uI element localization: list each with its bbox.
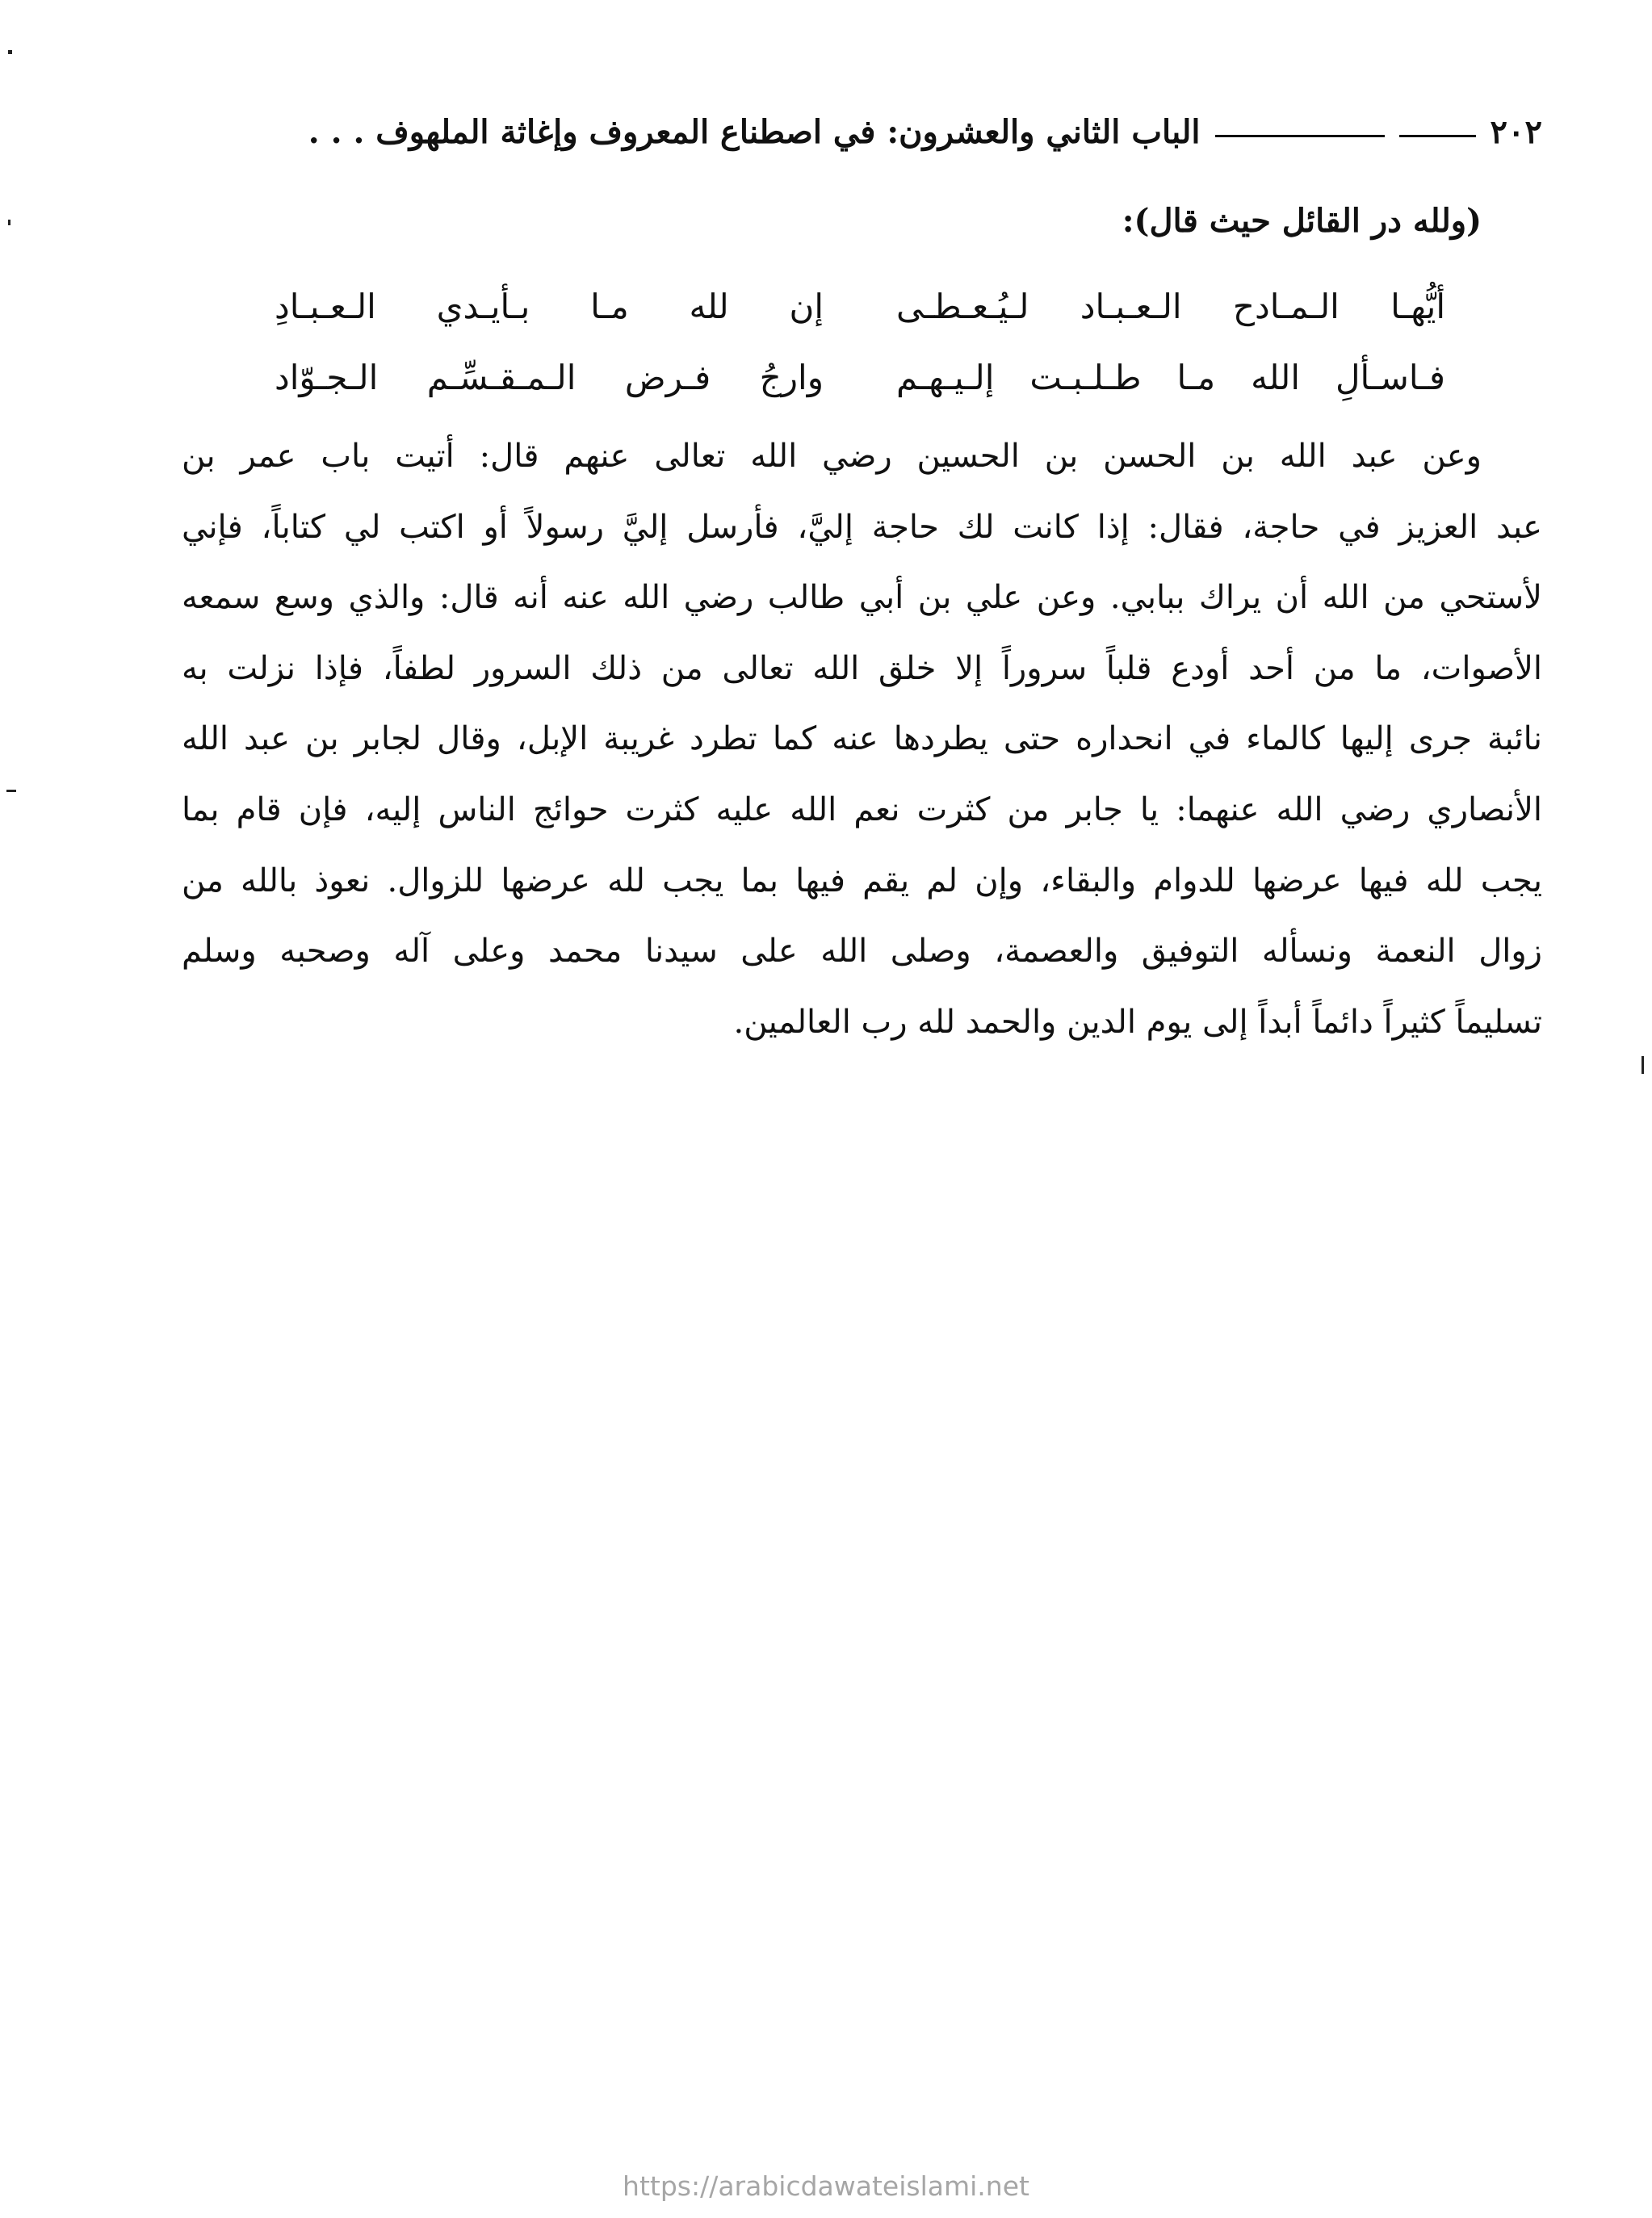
paragraph-line: الأصوات، ما من أحد أودع قلباً سروراً إلا خلق الله تعالى من ذلك السرور لطفاً، فإذا نزلت به	[182, 649, 1542, 687]
verse-first-hemistich: أيُّهـا الـمـادح الـعـبـاد لـيُـعـطـى	[896, 286, 1445, 326]
paragraph-line: تسليماً كثيراً دائماً أبداً إلى يوم الدين والحمد لله رب العالمين.	[733, 1003, 1542, 1041]
poem-intro: (ولله در القائل حيث قال):	[1122, 202, 1482, 240]
poem-verses	[275, 270, 1445, 413]
verse-second-hemistich: إن لله مـا بـأيـدي الـعـبـادِ	[275, 286, 824, 326]
paragraph-line: الأنصاري رضي الله عنهما: يا جابر من كثرت نعم الله عليه كثرت حوائج الناس إليه، فإن قام بما	[182, 790, 1542, 828]
scan-speck	[8, 220, 10, 225]
verse-row	[275, 342, 1445, 413]
watermark-url: https://arabicdawateislami.net	[623, 2170, 1029, 2202]
paragraph-line: عبد العزيز في حاجة، فقال: إذا كانت لك حاجة إليَّ، فأرسل إليَّ رسولاً أو اكتب لي كتاباً، فإني	[182, 508, 1542, 546]
running-header	[182, 103, 1542, 160]
verse-row	[275, 270, 1445, 342]
scan-speck	[1642, 1056, 1644, 1074]
header-rule	[1399, 135, 1476, 137]
paragraph-line: زوال النعمة ونسأله التوفيق والعصمة، وصلى الله على سيدنا محمد وعلى آله وصحبه وسلم	[182, 933, 1542, 971]
paragraph-line: وعن عبد الله بن الحسن بن الحسين رضي الله تعالى عنهم قال: أتيت باب عمر بن	[182, 438, 1482, 475]
verse-first-hemistich: فـاسـألِ الله مـا طـلـبـت إلـيـهـم	[896, 357, 1445, 397]
body-paragraph	[182, 421, 1542, 1058]
paragraph-line: يجب لله فيها عرضها للدوام والبقاء، وإن لم يقم فيها بما يجب لله عرضها للزوال. نعوذ بالله من	[182, 862, 1542, 899]
scan-speck	[8, 50, 12, 54]
scan-speck	[6, 790, 16, 792]
paragraph-line: نائبة جرى إليها كالماء في انحداره حتى يطردها عنه كما تطرد غريبة الإبل، وقال لجابر بن عبد الله	[182, 720, 1542, 758]
header-rule	[1215, 135, 1385, 137]
paragraph-line: لأستحي من الله أن يراك ببابي. وعن علي بن أبي طالب رضي الله عنه أنه قال: والذي وسع سمعه	[182, 579, 1542, 617]
verse-second-hemistich: وارجُ فـرض الـمـقـسِّـم الـجـوّاد	[275, 357, 824, 397]
page-number: ٢٠٢	[1490, 112, 1542, 151]
chapter-title: الباب الثاني والعشرون: في اصطناع المعروف وإغاثة الملهوف . . .	[308, 112, 1201, 151]
